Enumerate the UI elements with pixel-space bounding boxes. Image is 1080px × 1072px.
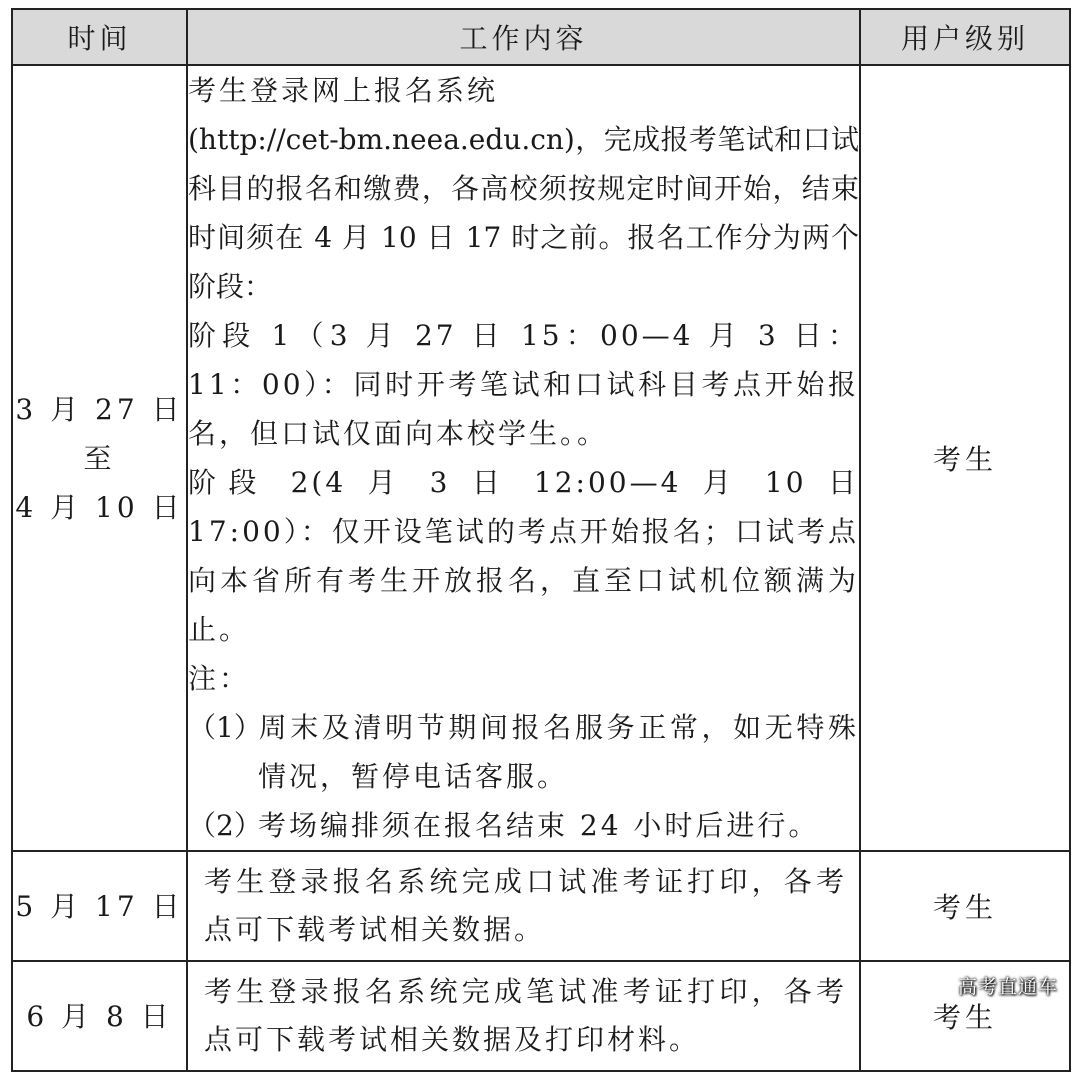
note-number: （1）: [188, 711, 262, 744]
table-row: [12, 65, 1070, 851]
time-cell: 5 月 17 日: [12, 851, 187, 961]
header-work: 工作内容: [187, 9, 860, 65]
note-text: 周末及清明节期间报名服务正常，如无特殊情况，暂停电话客服。: [258, 711, 859, 793]
header-row: [12, 9, 1070, 65]
time-start: 3 月 27 日: [15, 392, 184, 426]
note-item: [188, 703, 859, 801]
work-text: 阶段 2(4 月 3 日 12:00—4 月 10 日 17:00）：仅开设笔试的考点开始报名；口试考点向本省所有考生开放报名，直至口试机位额满为止。: [188, 466, 859, 646]
note-text: 考场编排须在报名结束 24 小时后进行。: [258, 809, 820, 842]
level-cell: 考生: [860, 961, 1070, 1071]
header-level: 用户级别: [860, 9, 1070, 65]
level-cell: 考生: [860, 65, 1070, 851]
time-to: 至: [83, 441, 116, 475]
work-cell: 考生登录报名系统完成笔试准考证打印，各考点可下载考试相关数据及打印材料。: [187, 961, 860, 1071]
work-text: (http://cet-bm.neea.edu.cn)，完成报考笔试和口试科目的报名和缴费，各高校须按规定时间开始，结束时间须在 4 月 10 日 17 时之前。报名工作分为两个阶段：: [188, 123, 859, 303]
table-row: [12, 851, 1070, 961]
note-item: [188, 801, 859, 850]
note-number: （2）: [188, 809, 262, 842]
work-text: 考生登录网上报名系统: [188, 74, 499, 107]
watermark: 高考直通车: [957, 976, 1058, 998]
schedule-table: [11, 8, 1071, 1072]
work-text: 阶段 1（3 月 27 日 15：00—4 月 3 日：11：00）：同时开考笔试和口试科目考点开始报名，但口试仅面向本校学生。。: [188, 319, 859, 450]
time-end: 4 月 10 日: [15, 490, 184, 524]
work-cell: [187, 65, 860, 851]
level-cell: 考生: [860, 851, 1070, 961]
header-time: 时间: [12, 9, 187, 65]
note-label: 注：: [188, 662, 251, 695]
table-row: [12, 961, 1070, 1071]
time-cell: [12, 65, 187, 851]
work-cell: 考生登录报名系统完成口试准考证打印，各考点可下载考试相关数据。: [187, 851, 860, 961]
time-cell: 6 月 8 日: [12, 961, 187, 1071]
